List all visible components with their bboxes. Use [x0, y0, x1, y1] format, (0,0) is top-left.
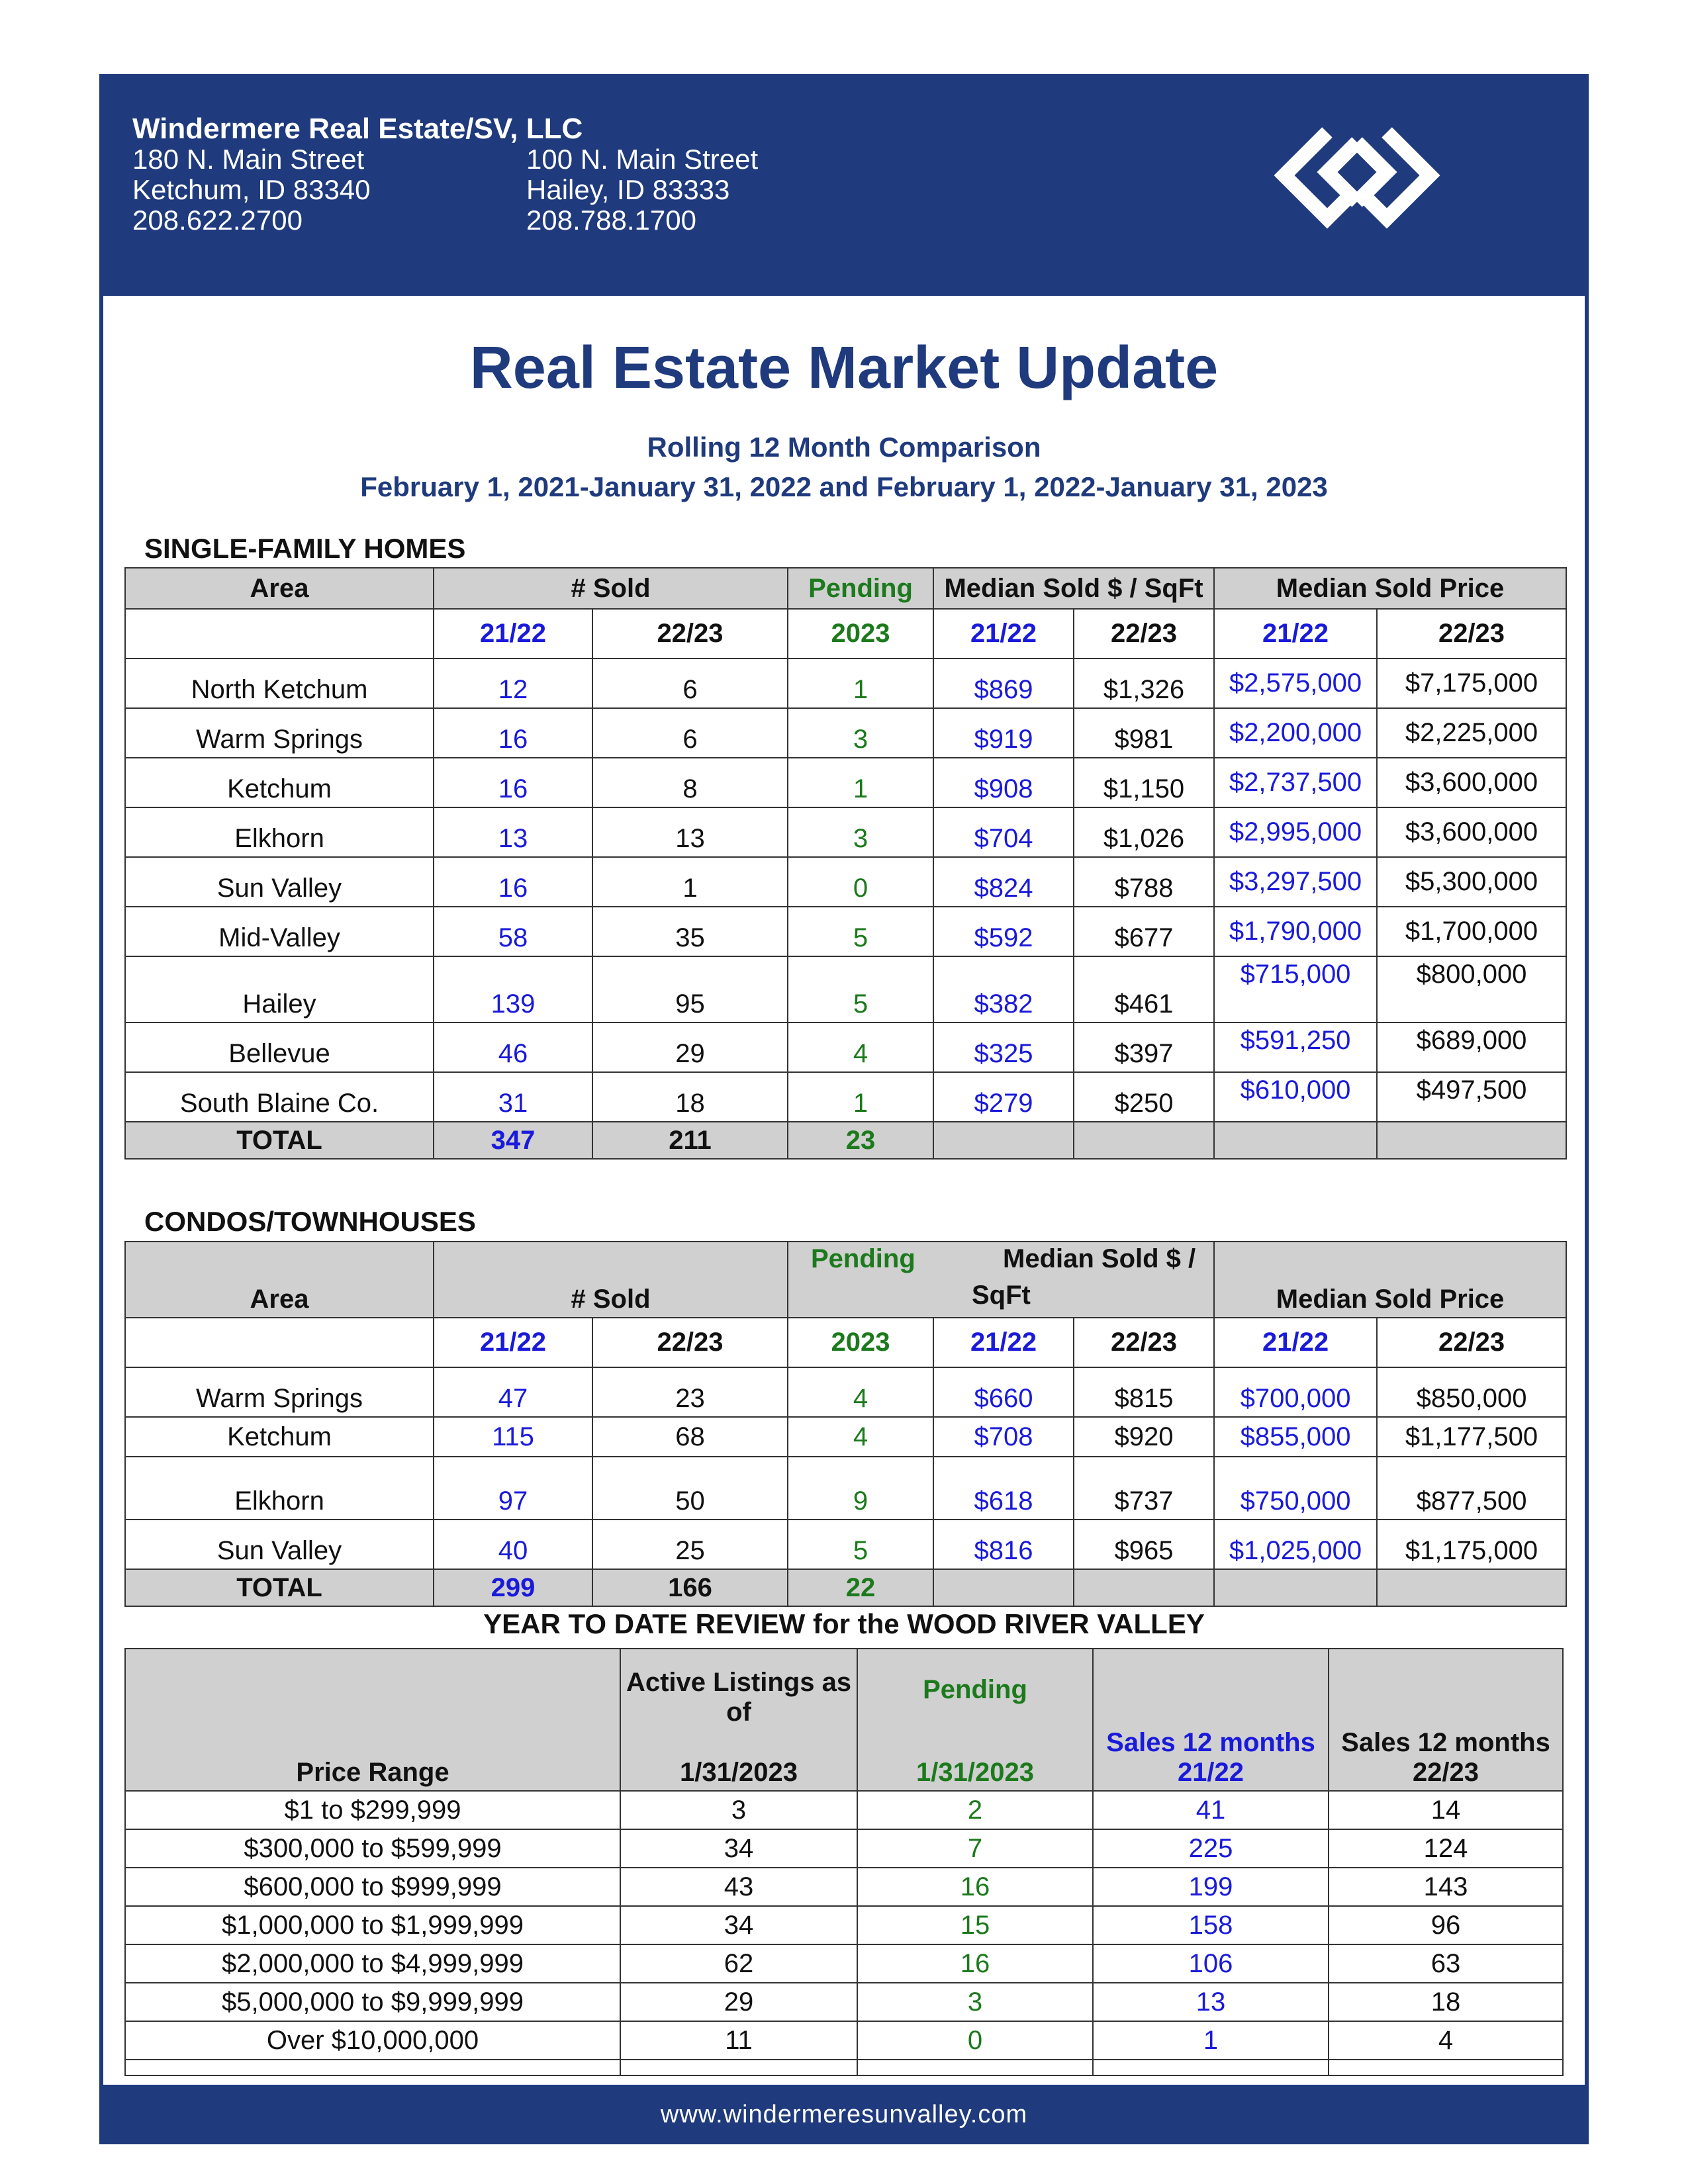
subtitle-date-range: February 1, 2021-January 31, 2022 and February 1, 2022-January 31, 2023 — [360, 471, 1328, 502]
windermere-logo-icon — [1258, 122, 1456, 235]
sales-2122-cell: 41 — [1093, 1791, 1329, 1829]
sold-2122: 47 — [434, 1367, 592, 1417]
total-sold-2122: 299 — [434, 1569, 592, 1606]
office-city: Hailey, ID 83333 — [526, 174, 730, 205]
area-cell: Mid-Valley — [125, 907, 434, 956]
price-2223: $1,177,500 — [1377, 1417, 1566, 1457]
sold-2223: 23 — [592, 1367, 788, 1417]
sqft-2122: $704 — [933, 807, 1074, 857]
sqft-2122: $816 — [933, 1520, 1074, 1569]
sales-2223-cell: 14 — [1329, 1791, 1563, 1829]
table-row — [125, 1023, 1566, 1072]
sqft-2223: $250 — [1074, 1072, 1214, 1122]
sold-2122: 12 — [434, 659, 592, 708]
price-2122: $750,000 — [1214, 1457, 1377, 1520]
condos-pending-header: Pending — [811, 1244, 915, 1273]
sold-2223: 35 — [592, 907, 788, 956]
ytd-header-row — [125, 1649, 1563, 1791]
sfh-subheader-row — [125, 609, 1566, 659]
price-2122: $1,025,000 — [1214, 1520, 1377, 1569]
sqft-2122: $869 — [933, 659, 1074, 708]
price-range-cell: $600,000 to $999,999 — [125, 1868, 620, 1906]
sfh-total-row — [125, 1122, 1566, 1159]
table-row-empty — [125, 2060, 1563, 2075]
table-row — [125, 758, 1566, 807]
pending-header-date: 1/31/2023 — [916, 1758, 1034, 1787]
sqft-2223: $788 — [1074, 857, 1214, 907]
sqft-2223: $965 — [1074, 1520, 1214, 1569]
ytd-table — [124, 1648, 1564, 2076]
sqft-2122: $325 — [933, 1023, 1074, 1072]
sqft-2122: $660 — [933, 1367, 1074, 1417]
active-cell: 34 — [620, 1906, 857, 1944]
sold-2122: 16 — [434, 758, 592, 807]
price-range-cell: $5,000,000 to $9,999,999 — [125, 1983, 620, 2021]
pending-2023: 4 — [788, 1417, 933, 1457]
sold-2223: 6 — [592, 708, 788, 758]
table-row — [125, 807, 1566, 857]
company-name: Windermere Real Estate/SV, LLC — [132, 113, 583, 145]
sales-2223-cell: 143 — [1329, 1868, 1563, 1906]
sales-2223-header-line1: Sales 12 months — [1341, 1728, 1550, 1757]
table-row — [125, 857, 1566, 907]
area-cell: Sun Valley — [125, 857, 434, 907]
sold-2122: 139 — [434, 956, 592, 1023]
price-2122: $2,575,000 — [1214, 659, 1377, 708]
price-2223: $497,500 — [1377, 1072, 1566, 1122]
table-row — [125, 1520, 1566, 1569]
sold-2122: 16 — [434, 708, 592, 758]
table-row — [125, 1072, 1566, 1122]
pending-2023: 1 — [788, 758, 933, 807]
sales-2122-cell: 106 — [1093, 1944, 1329, 1983]
sqft-2122: $908 — [933, 758, 1074, 807]
sold-2223: 68 — [592, 1417, 788, 1457]
pending-cell: 2 — [857, 1791, 1093, 1829]
area-cell: South Blaine Co. — [125, 1072, 434, 1122]
section-label-sfh: SINGLE-FAMILY HOMES — [144, 533, 466, 564]
col-pending — [857, 1649, 1093, 1791]
col-sold: # Sold — [434, 1242, 788, 1318]
condos-sqft-header-line1: Median Sold $ / — [1003, 1244, 1196, 1273]
pending-cell: 7 — [857, 1829, 1093, 1868]
table-row — [125, 1868, 1563, 1906]
table-row — [125, 956, 1566, 1023]
table-row — [125, 2021, 1563, 2060]
table-row — [125, 1906, 1563, 1944]
office-hailey — [526, 144, 758, 236]
pending-cell: 16 — [857, 1868, 1093, 1906]
sub-sold-2223: 22/23 — [592, 609, 788, 659]
sqft-2223: $397 — [1074, 1023, 1214, 1072]
col-price: Median Sold Price — [1214, 1242, 1566, 1318]
sales-2122-cell: 13 — [1093, 1983, 1329, 2021]
sold-2223: 6 — [592, 659, 788, 708]
pending-cell: 15 — [857, 1906, 1093, 1944]
sqft-2223: $677 — [1074, 907, 1214, 956]
active-cell: 29 — [620, 1983, 857, 2021]
office-street: 180 N. Main Street — [132, 144, 365, 175]
col-area: Area — [125, 1242, 434, 1318]
sub-pending-2023: 2023 — [788, 1318, 933, 1367]
sub-sqft-2223: 22/23 — [1074, 1318, 1214, 1367]
sales-2122-cell: 225 — [1093, 1829, 1329, 1868]
price-2122: $855,000 — [1214, 1417, 1377, 1457]
sub-sqft-2122: 21/22 — [933, 609, 1074, 659]
col-sales-2223 — [1329, 1649, 1563, 1791]
price-2122: $2,200,000 — [1214, 708, 1377, 758]
sqft-2122: $382 — [933, 956, 1074, 1023]
sold-2122: 46 — [434, 1023, 592, 1072]
office-street: 100 N. Main Street — [526, 144, 759, 175]
col-active-listings — [620, 1649, 857, 1791]
office-ketchum — [132, 144, 371, 236]
sub-price-2122: 21/22 — [1214, 1318, 1377, 1367]
total-label: TOTAL — [125, 1569, 434, 1606]
area-cell: Warm Springs — [125, 1367, 434, 1417]
sub-price-2122: 21/22 — [1214, 609, 1377, 659]
col-price: Median Sold Price — [1214, 568, 1566, 609]
price-2122: $715,000 — [1214, 956, 1377, 1023]
sqft-2223: $1,150 — [1074, 758, 1214, 807]
price-2122: $591,250 — [1214, 1023, 1377, 1072]
col-sold: # Sold — [434, 568, 788, 609]
price-2122: $2,995,000 — [1214, 807, 1377, 857]
sales-2223-cell: 63 — [1329, 1944, 1563, 1983]
pending-2023: 3 — [788, 708, 933, 758]
price-2223: $3,600,000 — [1377, 807, 1566, 857]
active-header-line2: of — [726, 1698, 751, 1727]
sales-2122-cell: 199 — [1093, 1868, 1329, 1906]
price-2223: $1,175,000 — [1377, 1520, 1566, 1569]
col-pending: Pending — [788, 568, 933, 609]
sales-2223-cell: 124 — [1329, 1829, 1563, 1868]
sold-2223: 8 — [592, 758, 788, 807]
active-cell: 11 — [620, 2021, 857, 2060]
col-sqft: Median Sold $ / SqFt — [933, 568, 1214, 609]
sales-2122-cell: 1 — [1093, 2021, 1329, 2060]
pending-cell: 3 — [857, 1983, 1093, 2021]
office-phone: 208.622.2700 — [132, 205, 303, 236]
sold-2122: 115 — [434, 1417, 592, 1457]
pending-2023: 0 — [788, 857, 933, 907]
sqft-2223: $1,326 — [1074, 659, 1214, 708]
price-2223: $850,000 — [1377, 1367, 1566, 1417]
sold-2223: 50 — [592, 1457, 788, 1520]
price-2122: $700,000 — [1214, 1367, 1377, 1417]
pending-2023: 3 — [788, 807, 933, 857]
sales-2122-cell: 158 — [1093, 1906, 1329, 1944]
sqft-2122: $919 — [933, 708, 1074, 758]
sold-2122: 13 — [434, 807, 592, 857]
price-2122: $3,297,500 — [1214, 857, 1377, 907]
table-row — [125, 1417, 1566, 1457]
subtitle-comparison: Rolling 12 Month Comparison — [647, 432, 1041, 463]
section-label-ytd: YEAR TO DATE REVIEW for the WOOD RIVER VALLEY — [483, 1608, 1205, 1639]
total-pending: 22 — [788, 1569, 933, 1606]
total-sold-2223: 211 — [592, 1122, 788, 1159]
sold-2223: 29 — [592, 1023, 788, 1072]
active-cell: 62 — [620, 1944, 857, 1983]
col-area: Area — [125, 568, 434, 609]
col-price-range: Price Range — [125, 1649, 620, 1791]
table-row — [125, 708, 1566, 758]
area-cell: Bellevue — [125, 1023, 434, 1072]
active-cell: 3 — [620, 1791, 857, 1829]
sqft-2223: $981 — [1074, 708, 1214, 758]
table-row — [125, 1983, 1563, 2021]
price-2223: $2,225,000 — [1377, 708, 1566, 758]
price-2223: $689,000 — [1377, 1023, 1566, 1072]
price-2223: $7,175,000 — [1377, 659, 1566, 708]
total-pending: 23 — [788, 1122, 933, 1159]
table-row — [125, 1791, 1563, 1829]
active-header-line1: Active Listings as — [626, 1668, 852, 1697]
sub-price-2223: 22/23 — [1377, 1318, 1566, 1367]
sqft-2122: $592 — [933, 907, 1074, 956]
table-row — [125, 1457, 1566, 1520]
sqft-2122: $708 — [933, 1417, 1074, 1457]
sqft-2223: $815 — [1074, 1367, 1214, 1417]
sold-2122: 16 — [434, 857, 592, 907]
sold-2122: 97 — [434, 1457, 592, 1520]
total-label: TOTAL — [125, 1122, 434, 1159]
area-cell: Sun Valley — [125, 1520, 434, 1569]
condos-total-row — [125, 1569, 1566, 1606]
area-cell: Ketchum — [125, 1417, 434, 1457]
pending-2023: 5 — [788, 907, 933, 956]
active-cell: 43 — [620, 1868, 857, 1906]
pending-cell: 0 — [857, 2021, 1093, 2060]
col-sales-2122 — [1093, 1649, 1329, 1791]
active-header-date: 1/31/2023 — [680, 1758, 798, 1787]
pending-2023: 5 — [788, 956, 933, 1023]
pending-2023: 4 — [788, 1367, 933, 1417]
price-2122: $2,737,500 — [1214, 758, 1377, 807]
price-2223: $800,000 — [1377, 956, 1566, 1023]
office-city: Ketchum, ID 83340 — [132, 174, 371, 205]
pending-2023: 1 — [788, 1072, 933, 1122]
table-row — [125, 1829, 1563, 1868]
price-range-cell: $300,000 to $599,999 — [125, 1829, 620, 1868]
sfh-header-row — [125, 568, 1566, 609]
total-sold-2122: 347 — [434, 1122, 592, 1159]
footer-band — [99, 2085, 1589, 2144]
sub-sold-2122: 21/22 — [434, 609, 592, 659]
price-2223: $3,600,000 — [1377, 758, 1566, 807]
table-row — [125, 1367, 1566, 1417]
area-cell: Elkhorn — [125, 1457, 434, 1520]
website-link[interactable]: www.windermeresunvalley.com — [660, 2101, 1028, 2128]
sqft-2223: $1,026 — [1074, 807, 1214, 857]
sales-2223-cell: 18 — [1329, 1983, 1563, 2021]
table-row — [125, 1944, 1563, 1983]
active-cell: 34 — [620, 1829, 857, 1868]
sales-2223-cell: 4 — [1329, 2021, 1563, 2060]
sub-sqft-2122: 21/22 — [933, 1318, 1074, 1367]
sold-2122: 58 — [434, 907, 592, 956]
area-cell: Ketchum — [125, 758, 434, 807]
price-2122: $1,790,000 — [1214, 907, 1377, 956]
sold-2122: 40 — [434, 1520, 592, 1569]
price-range-cell: $2,000,000 to $4,999,999 — [125, 1944, 620, 1983]
area-cell: North Ketchum — [125, 659, 434, 708]
sub-sqft-2223: 22/23 — [1074, 609, 1214, 659]
condos-subheader-row — [125, 1318, 1566, 1367]
sub-sold-2223: 22/23 — [592, 1318, 788, 1367]
sqft-2122: $824 — [933, 857, 1074, 907]
sales-2122-header-line1: Sales 12 months — [1106, 1728, 1315, 1757]
sales-2223-header-line2: 22/23 — [1412, 1758, 1479, 1787]
sub-pending-2023: 2023 — [788, 609, 933, 659]
page-title: Real Estate Market Update — [469, 335, 1219, 401]
sales-2122-header-line2: 21/22 — [1177, 1758, 1244, 1787]
price-range-cell: $1 to $299,999 — [125, 1791, 620, 1829]
pending-2023: 5 — [788, 1520, 933, 1569]
condos-sqft-header-line2: SqFt — [972, 1281, 1031, 1310]
sqft-2122: $279 — [933, 1072, 1074, 1122]
area-cell: Elkhorn — [125, 807, 434, 857]
section-label-condos: CONDOS/TOWNHOUSES — [144, 1206, 476, 1237]
sub-price-2223: 22/23 — [1377, 609, 1566, 659]
table-row — [125, 907, 1566, 956]
pending-2023: 1 — [788, 659, 933, 708]
sub-sold-2122: 21/22 — [434, 1318, 592, 1367]
pending-2023: 4 — [788, 1023, 933, 1072]
sold-2122: 31 — [434, 1072, 592, 1122]
condos-table — [124, 1241, 1567, 1607]
sold-2223: 18 — [592, 1072, 788, 1122]
sfh-table — [124, 567, 1567, 1160]
pending-cell: 16 — [857, 1944, 1093, 1983]
price-range-cell: Over $10,000,000 — [125, 2021, 620, 2060]
price-2223: $1,700,000 — [1377, 907, 1566, 956]
sold-2223: 25 — [592, 1520, 788, 1569]
area-cell: Hailey — [125, 956, 434, 1023]
price-2223: $877,500 — [1377, 1457, 1566, 1520]
sqft-2223: $461 — [1074, 956, 1214, 1023]
pending-2023: 9 — [788, 1457, 933, 1520]
sqft-2223: $920 — [1074, 1417, 1214, 1457]
sqft-2122: $618 — [933, 1457, 1074, 1520]
area-cell: Warm Springs — [125, 708, 434, 758]
office-phone: 208.788.1700 — [526, 205, 696, 236]
pending-header-label: Pending — [923, 1675, 1027, 1704]
price-range-cell: $1,000,000 to $1,999,999 — [125, 1906, 620, 1944]
sales-2223-cell: 96 — [1329, 1906, 1563, 1944]
table-row — [125, 659, 1566, 708]
sqft-2223: $737 — [1074, 1457, 1214, 1520]
sold-2223: 13 — [592, 807, 788, 857]
sold-2223: 1 — [592, 857, 788, 907]
total-sold-2223: 166 — [592, 1569, 788, 1606]
price-2223: $5,300,000 — [1377, 857, 1566, 907]
price-2122: $610,000 — [1214, 1072, 1377, 1122]
sold-2223: 95 — [592, 956, 788, 1023]
